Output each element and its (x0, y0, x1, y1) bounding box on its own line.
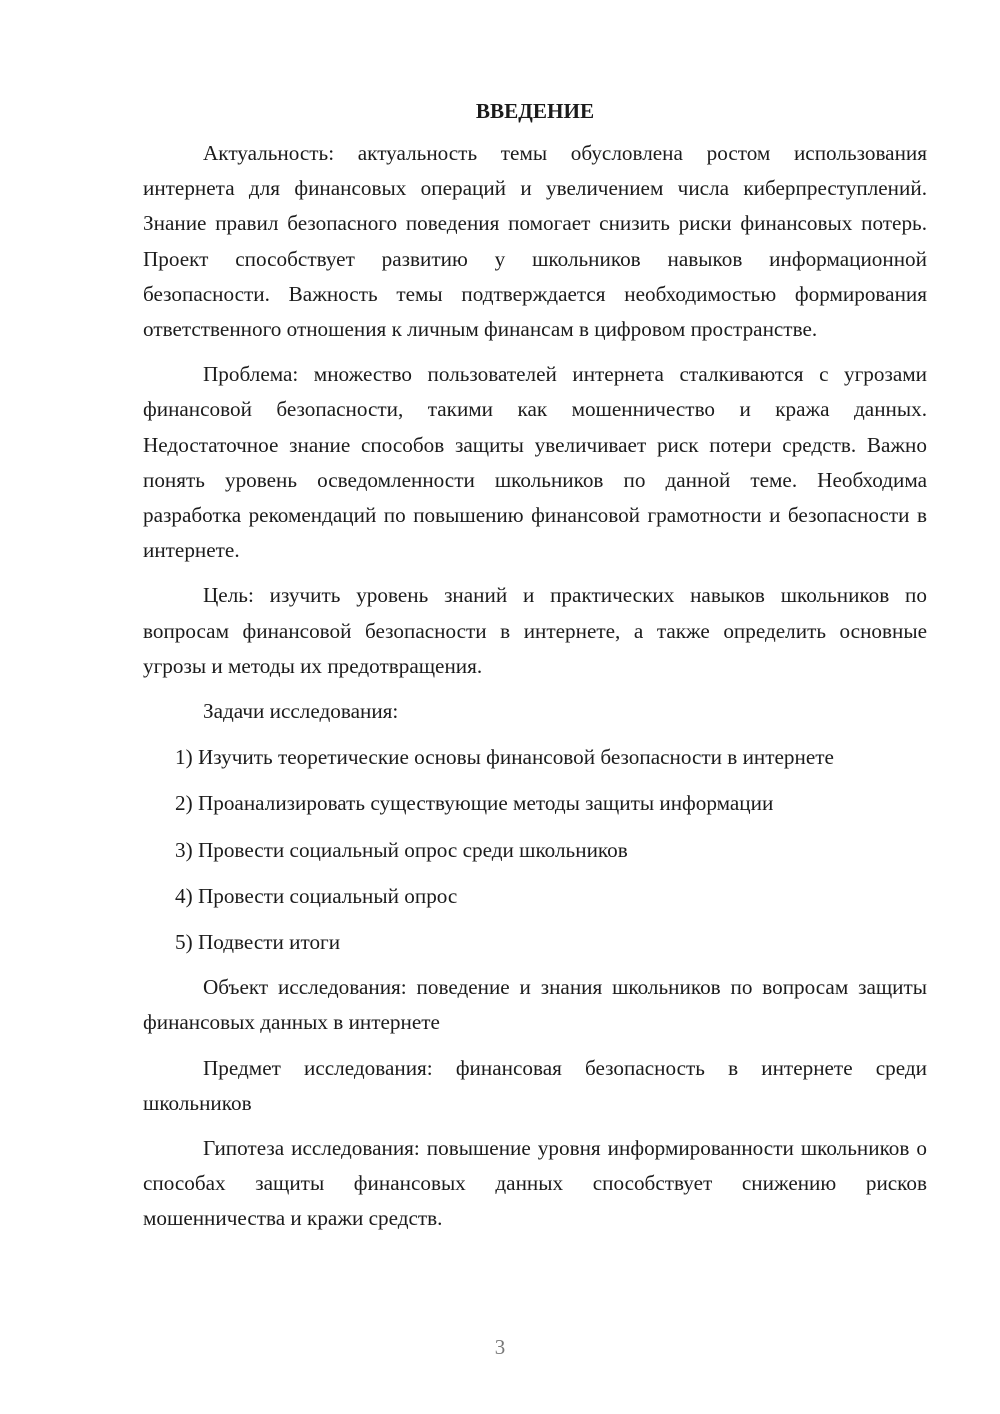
list-item: 2) Проанализировать существующие методы защиты информации (175, 791, 774, 816)
object-paragraph: Объект исследования: поведение и знания школьников по вопросам защиты финансовых данных в интернете (143, 975, 927, 1035)
list-item: 3) Провести социальный опрос среди школьников (175, 837, 628, 862)
list-item: 4) Провести социальный опрос (175, 883, 458, 908)
tasks-list (143, 740, 927, 960)
goal-paragraph: Цель: изучить уровень знаний и практических навыков школьников по вопросам финансовой безопасности в интернете, а также определить основные угрозы и методы их предотвращения. (143, 583, 927, 678)
hypothesis-paragraph: Гипотеза исследования: повышение уровня информированности школьников о способах защиты финансовых данных способствует снижению рисков мошенничества и кражи средств. (143, 1136, 927, 1231)
subject-paragraph: Предмет исследования: финансовая безопасность в интернете среди школьников (143, 1055, 927, 1115)
page-number: 3 (494, 1335, 506, 1359)
tasks-title: Задачи исследования: (203, 699, 399, 724)
problem-paragraph: Проблема: множество пользователей интернета сталкиваются с угрозами финансовой безопасности, такими как мошенничество и кража данных. Недостаточное знание способов защиты увеличивает риск потери средств. Важно понять уровень осведомленности школьников по данной теме. Необходима разработка рекомендаций по повышению финансовой грамотности и безопасности в интернете. (143, 362, 927, 563)
list-item: 1) Изучить теоретические основы финансовой безопасности в интернете (175, 745, 834, 770)
list-item: 5) Подвести итоги (175, 930, 341, 955)
relevance-paragraph: Актуальность: актуальность темы обусловлена ростом использования интернета для финансовых операций и увеличением числа киберпреступлений. Знание правил безопасного поведения помогает снизить риски финансовых потерь. Проект способствует развитию у школьников навыков информационной безопасности. Важность темы подтверждается необходимостью формирования ответственного отношения к личным финансам в цифровом пространстве. (143, 141, 927, 342)
page-title: ВВЕДЕНИЕ (475, 99, 595, 123)
